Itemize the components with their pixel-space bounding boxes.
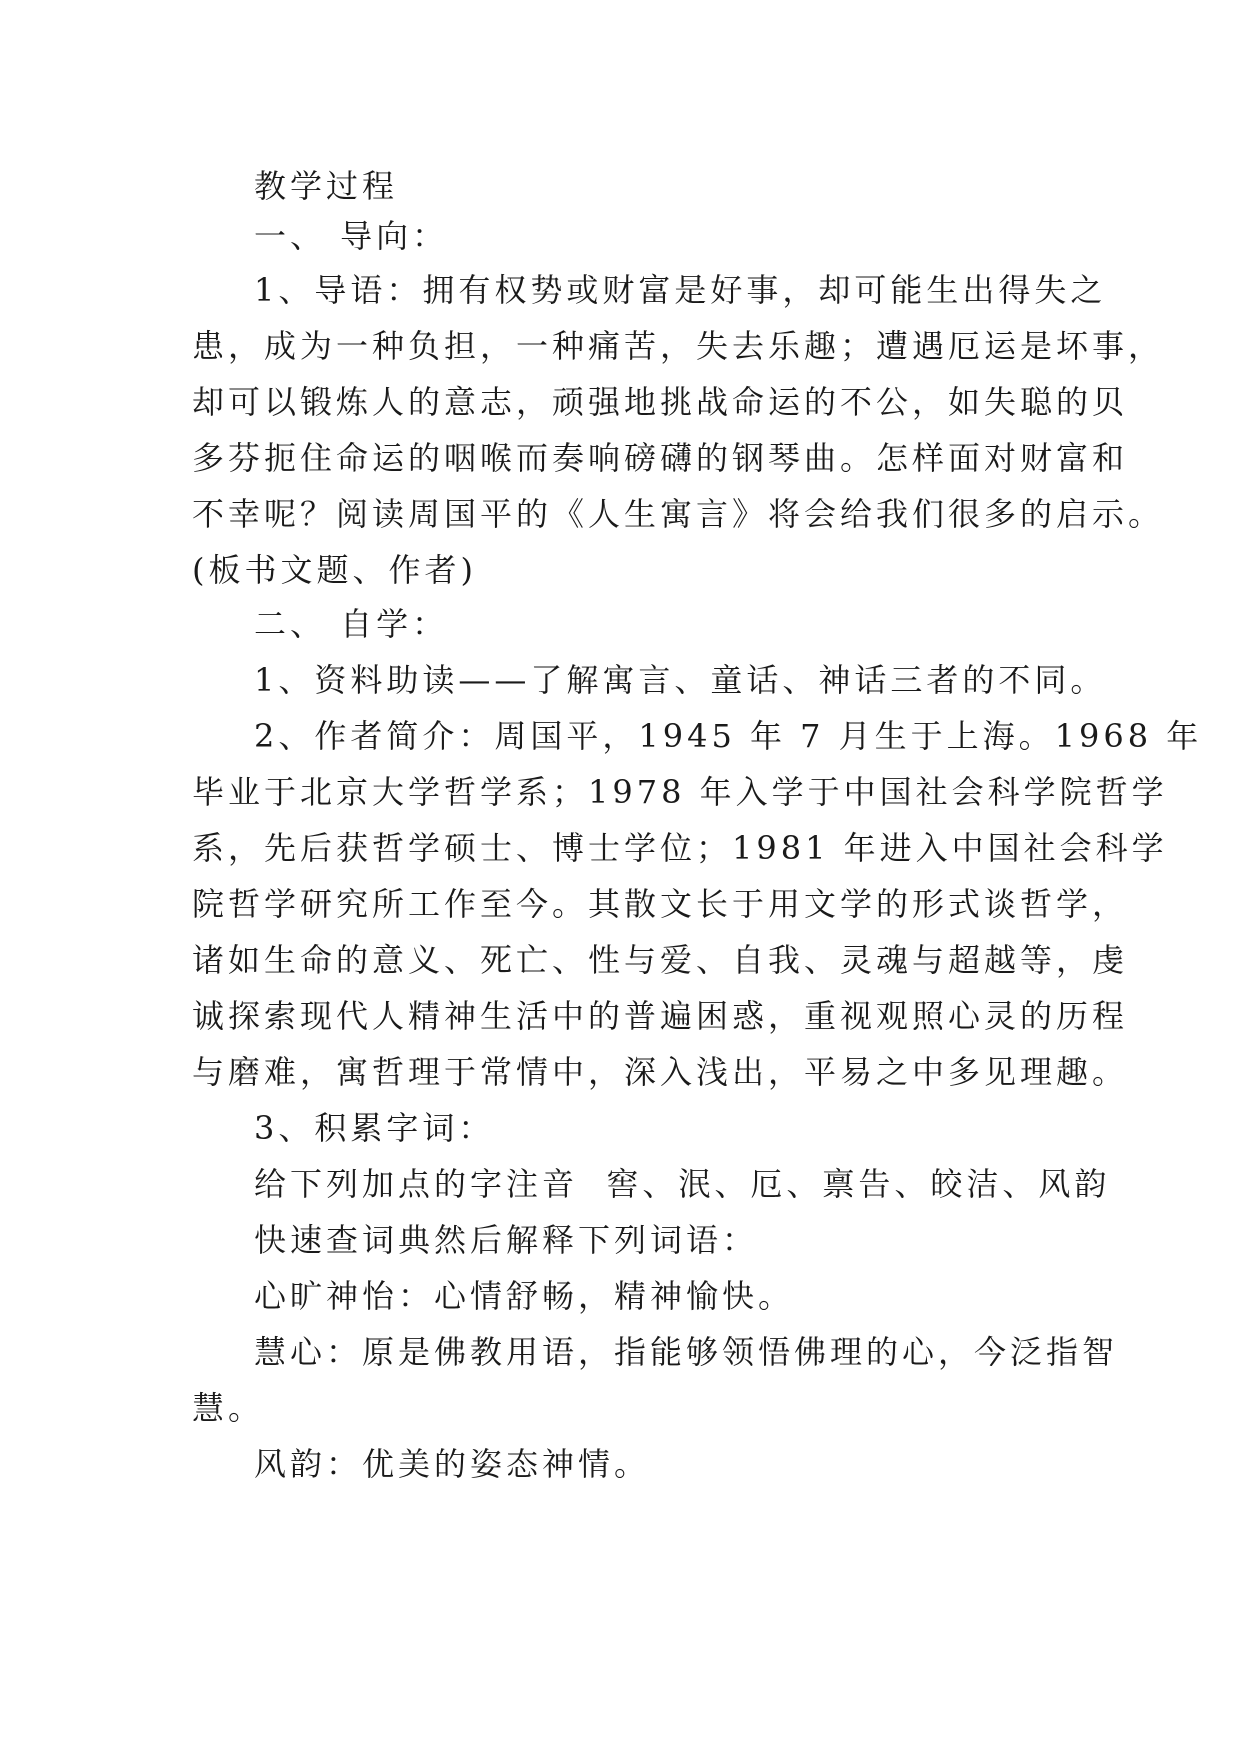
paragraph-line: 诚探索现代人精神生活中的普遍困惑，重视观照心灵的历程 [192, 997, 1129, 1035]
paragraph-line: 却可以锻炼人的意志，顽强地挑战命运的不公，如失聪的贝 [192, 383, 1129, 421]
paragraph-line: 1、导语：拥有权势或财富是好事，却可能生出得失之 [254, 271, 1107, 309]
paragraph-line: 慧心：原是佛教用语，指能够领悟佛理的心，今泛指智 [254, 1333, 1119, 1371]
paragraph-line: 风韵：优美的姿态神情。 [254, 1445, 651, 1483]
subsection-heading-vocabulary: 3、积累字词： [254, 1109, 495, 1147]
paragraph-line: 给下列加点的字注音 窖、泯、厄、禀告、皎洁、风韵 [254, 1165, 1111, 1203]
paragraph-line: 心旷神怡：心情舒畅，精神愉快。 [254, 1277, 795, 1315]
paragraph-line: 不幸呢？阅读周国平的《人生寓言》将会给我们很多的启示。 [192, 495, 1165, 533]
section-heading-orientation: 一、 导向： [254, 217, 449, 255]
paragraph-line: 系，先后获哲学硕士、博士学位；1981 年进入中国社会科学 [192, 829, 1168, 867]
paragraph-line: 患，成为一种负担，一种痛苦，失去乐趣；遭遇厄运是坏事， [192, 327, 1165, 365]
paragraph-line: 院哲学研究所工作至今。其散文长于用文学的形式谈哲学， [192, 885, 1129, 923]
paragraph-line: 诸如生命的意义、死亡、性与爱、自我、灵魂与超越等，虔 [192, 941, 1129, 979]
paragraph-line: (板书文题、作者) [192, 551, 477, 589]
paragraph-line: 2、作者简介：周国平，1945 年 7 月生于上海。1968 年 [254, 717, 1203, 755]
paragraph-line: 慧。 [192, 1389, 265, 1427]
paragraph-line: 毕业于北京大学哲学系；1978 年入学于中国社会科学院哲学 [192, 773, 1168, 811]
section-heading-self-study: 二、 自学： [254, 605, 449, 643]
paragraph-line: 多芬扼住命运的咽喉而奏响磅礴的钢琴曲。怎样面对财富和 [192, 439, 1129, 477]
paragraph-line: 与磨难，寓哲理于常情中，深入浅出，平易之中多见理趣。 [192, 1053, 1129, 1091]
paragraph-line: 快速查词典然后解释下列词语： [254, 1221, 759, 1259]
section-heading-teaching-process: 教学过程 [254, 167, 399, 205]
paragraph-line: 1、资料助读——了解寓言、童话、神话三者的不同。 [254, 661, 1107, 699]
